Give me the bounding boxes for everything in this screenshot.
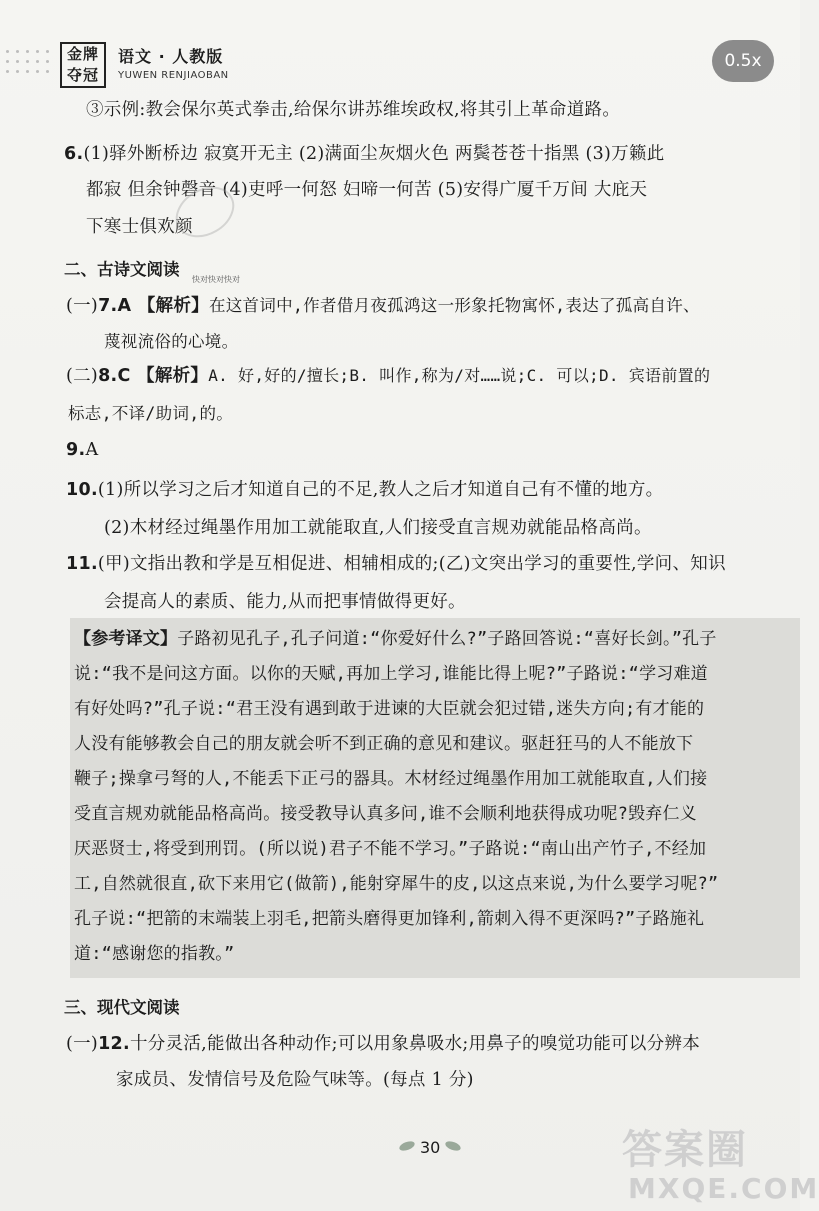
translation-line-9: 孔子说:“把箭的末端装上羽毛,把箭头磨得更加锋利,箭刺入得不更深吗?”子路施礼: [74, 909, 705, 929]
q11-line-1: (甲)文指出教和学是互相促进、相辅相成的;(乙)文突出学习的重要性,学问、知识: [97, 554, 726, 574]
translation-line-7: 厌恶贤士,将受到刑罚。(所以说)君子不能不学习。”子路说:“南山出产竹子,不经加: [74, 839, 707, 859]
q11-line-2: 会提高人的素质、能力,从而把事情做得更好。: [104, 592, 466, 612]
question-number-10: 10.: [66, 480, 98, 500]
translation-line-10: 道:“感谢您的指教。”: [74, 944, 235, 964]
translation-line-2: 说:“我不是问这方面。以你的天赋,再加上学习,谁能比得上呢?”子路说:“学习难道: [74, 664, 708, 684]
answer-line: ③示例:教会保尔英式拳击,给保尔讲苏维埃政权,将其引上革命道路。: [86, 100, 621, 120]
question-number-6: 6.: [64, 144, 84, 164]
question-number-7: 7.: [98, 296, 118, 316]
q6-line-1: (1)驿外断桥边 寂寞开无主 (2)满面尘灰烟火色 两鬓苍苍十指黑 (3)万籁此: [83, 144, 665, 164]
q12-line-2: 家成员、发情信号及危险气味等。(每点 1 分): [116, 1070, 474, 1090]
logo-text-bottom: 夺冠: [66, 66, 99, 84]
q12-line-1: 十分灵活,能做出各种动作;可以用象鼻吸水;用鼻子的嗅觉功能可以分辨本: [129, 1034, 701, 1054]
q10-line-2: (2)木材经过绳墨作用加工就能取直,人们接受直言规劝就能品格高尚。: [104, 518, 652, 538]
q8-analysis: A. 好,好的/擅长;B. 叫作,称为/对……说;C. 可以;D. 宾语前置的: [208, 366, 711, 385]
translation-line-3: 有好处吗?”孔子说:“君王没有遇到敢于进谏的大臣就会犯过错,迷失方向;有才能的: [74, 699, 705, 719]
q8-part-prefix: (二): [66, 366, 99, 386]
translation-line-1: 子路初见孔子,孔子问道:“你爱好什么?”子路回答说:“喜好长剑。”孔子: [177, 629, 717, 649]
leaf-ornament-left-icon: [398, 1140, 416, 1152]
question-number-12: 12.: [98, 1034, 130, 1054]
q12-part-prefix: (一): [66, 1034, 99, 1054]
brand-logo: [60, 42, 106, 88]
faint-stamp-watermark: [170, 182, 240, 242]
q6-line-2: 都寂 但余钟磬音 (4)吏呼一何怒 妇啼一何苦 (5)安得广厦千万间 大庇天: [86, 180, 648, 200]
logo-text-top: 金牌: [66, 45, 99, 63]
decorative-dots: [6, 50, 56, 80]
q9-answer: A: [85, 440, 99, 460]
subject-title: 语文 · 人教版: [118, 47, 224, 66]
section-heading-classical: 二、古诗文阅读: [64, 260, 180, 279]
translation-line-6: 受直言规劝就能品格高尚。接受教导认真多问,谁不会顺利地获得成功呢?毁弃仁义: [74, 804, 697, 824]
q8-answer-label: C 【解析】: [117, 366, 209, 386]
site-watermark-url: MXQE.COM: [628, 1172, 819, 1205]
stamp-text: 快对快对快对: [192, 275, 240, 284]
translation-line-8: 工,自然就很直,砍下来用它(做箭),能射穿犀牛的皮,以这点来说,为什么要学习呢?”: [74, 874, 719, 894]
subject-pinyin: YUWEN RENJIAOBAN: [118, 70, 229, 81]
q7-analysis-2: 蔑视流俗的心境。: [104, 332, 239, 351]
zoom-level-badge[interactable]: 0.5x: [712, 40, 774, 82]
q7-part-prefix: (一): [66, 296, 99, 316]
translation-line-4: 人没有能够教会自己的朋友就会听不到正确的意见和建议。驱赶狂马的人不能放下: [74, 734, 694, 754]
site-watermark: 答案圈: [622, 1127, 748, 1173]
q8-analysis-2: 标志,不译/助词,的。: [68, 404, 234, 423]
q7-analysis: 在这首词中,作者借月夜孤鸿这一形象托物寓怀,表达了孤高自许、: [208, 296, 700, 315]
translation-label: 【参考译文】: [74, 629, 178, 649]
leaf-ornament-right-icon: [444, 1140, 462, 1152]
question-number-11: 11.: [66, 554, 98, 574]
q7-answer-label: A 【解析】: [117, 296, 209, 316]
translation-line-5: 鞭子;操拿弓弩的人,不能丢下正弓的器具。木材经过绳墨作用加工就能取直,人们接: [74, 769, 708, 789]
q6-line-3: 下寒士俱欢颜: [86, 217, 193, 237]
question-number-8: 8.: [98, 366, 118, 386]
section-heading-modern: 三、现代文阅读: [64, 998, 180, 1017]
question-number-9: 9.: [66, 440, 86, 460]
q10-line-1: (1)所以学习之后才知道自己的不足,教人之后才知道自己有不懂的地方。: [97, 480, 664, 500]
page-number: 30: [420, 1138, 441, 1157]
